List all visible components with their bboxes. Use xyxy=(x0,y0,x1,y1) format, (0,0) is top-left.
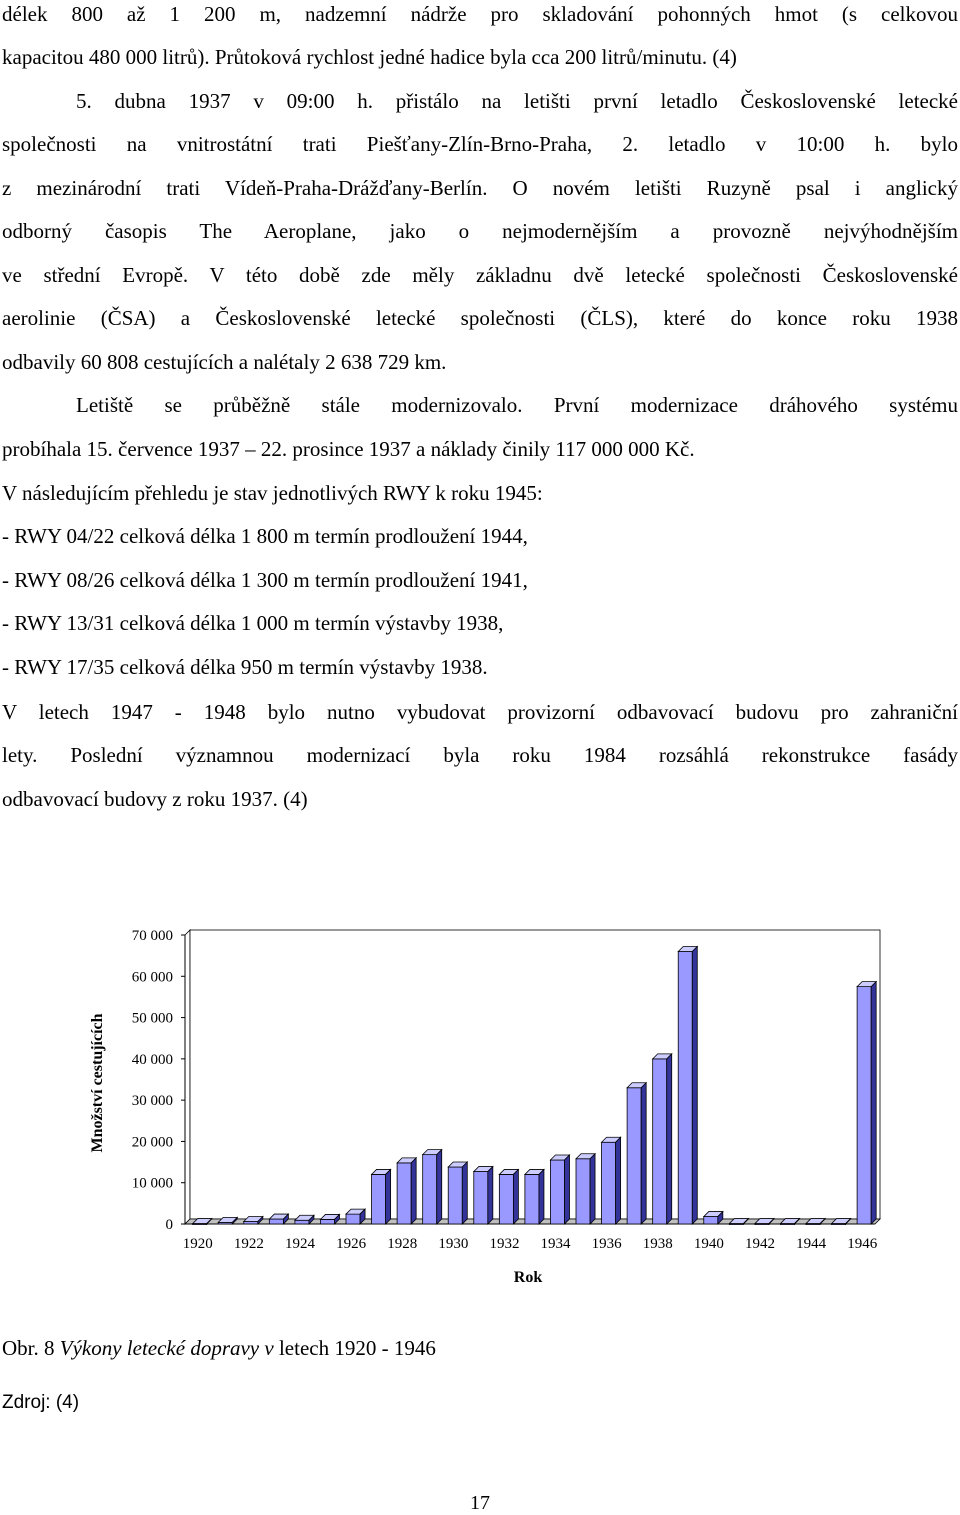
text-line: 5. dubna 1937 v 09:00 h. přistálo na letišti první letadlo Československé letecké xyxy=(76,89,958,113)
text-line: V letech 1947 - 1948 bylo nutno vybudovat provizorní odbavovací budovu pro zahraniční xyxy=(2,700,958,724)
bar-side xyxy=(411,1158,416,1224)
bar xyxy=(857,987,871,1224)
x-tick-label: 1938 xyxy=(642,1236,673,1252)
bar xyxy=(525,1174,539,1224)
page-number: 17 xyxy=(470,1492,490,1514)
passenger-bar-chart xyxy=(0,920,960,1300)
text-line: odborný časopis The Aeroplane, jako o nejmodernějším a provozně nejvýhodnějším xyxy=(2,219,958,243)
x-tick-label: 1932 xyxy=(489,1236,520,1252)
x-tick-label: 1942 xyxy=(745,1236,775,1252)
bar xyxy=(653,1059,667,1224)
x-tick-label: 1936 xyxy=(591,1236,622,1252)
bar-side xyxy=(590,1154,595,1224)
list-item: - RWY 04/22 celková délka 1 800 m termín prodloužení 1944, xyxy=(2,524,528,548)
bar xyxy=(423,1155,437,1224)
caption-italic: Výkony letecké dopravy v xyxy=(59,1336,274,1360)
bar xyxy=(448,1167,462,1224)
bar xyxy=(576,1159,590,1224)
x-tick-label: 1946 xyxy=(847,1236,878,1252)
figure-caption xyxy=(2,1336,436,1360)
bar-side xyxy=(513,1169,518,1224)
y-tick-label: 20 000 xyxy=(131,1134,173,1151)
bar xyxy=(346,1214,360,1224)
text-line: probíhala 15. července 1937 – 22. prosince 1937 a náklady činily 117 000 000 Kč. xyxy=(2,437,695,461)
bar-side xyxy=(692,947,697,1224)
text-line: kapacitou 480 000 litrů). Průtoková rychlost jedné hadice byla cca 200 litrů/minutu. (4) xyxy=(2,45,737,69)
text-line: délek 800 až 1 200 m, nadzemní nádrže pro skladování pohonných hmot (s celkovou xyxy=(2,2,958,26)
text-line: lety. Poslední významnou modernizací byla roku 1984 rozsáhlá rekonstrukce fasády xyxy=(2,743,958,767)
bar-side xyxy=(462,1162,467,1224)
y-tick-label: 30 000 xyxy=(131,1093,173,1110)
source-note: Zdroj: (4) xyxy=(2,1392,80,1413)
y-tick-label: 10 000 xyxy=(131,1175,173,1192)
chart-side-wall xyxy=(185,930,190,1224)
bar xyxy=(295,1220,309,1224)
text-line: ve střední Evropě. V této době zde měly základnu dvě letecké společnosti Československé xyxy=(2,263,958,287)
caption-prefix: Obr. 8 xyxy=(2,1336,60,1360)
text-line: společnosti na vnitrostátní trati Piešťany-Zlín-Brno-Praha, 2. letadlo v 10:00 h. bylo xyxy=(2,132,958,156)
x-tick-label: 1928 xyxy=(387,1236,418,1252)
x-axis-label: Rok xyxy=(513,1269,543,1286)
y-axis-label: Množství cestujících xyxy=(89,1013,106,1153)
bar xyxy=(269,1219,283,1224)
x-tick-label: 1920 xyxy=(182,1236,213,1252)
bar-side xyxy=(641,1083,646,1224)
text-line: odbavily 60 808 cestujících a nalétaly 2 638 729 km. xyxy=(2,350,447,374)
text-line: aerolinie (ČSA) a Československé letecké společnosti (ČLS), které do konce roku 1938 xyxy=(2,306,958,330)
bar xyxy=(397,1163,411,1224)
list-item: - RWY 13/31 celková délka 1 000 m termín výstavby 1938, xyxy=(2,611,504,635)
bar xyxy=(550,1160,564,1224)
list-item: - RWY 08/26 celková délka 1 300 m termín prodloužení 1941, xyxy=(2,568,528,592)
bar xyxy=(499,1174,513,1224)
x-tick-label: 1926 xyxy=(336,1236,367,1252)
y-tick-label: 0 xyxy=(165,1217,173,1233)
y-tick-label: 60 000 xyxy=(131,969,173,986)
y-tick-label: 50 000 xyxy=(131,1010,173,1027)
bar xyxy=(627,1088,641,1224)
bar xyxy=(372,1174,386,1224)
text-line: Letiště se průběžně stále modernizovalo. První modernizace dráhového systému xyxy=(76,393,958,417)
bar-side xyxy=(539,1169,544,1224)
text-line: z mezinárodní trati Vídeň-Praha-Drážďany-Berlín. O novém letišti Ruzyně psal i anglický xyxy=(2,176,958,200)
bar xyxy=(704,1217,718,1224)
list-item: - RWY 17/35 celková délka 950 m termín výstavby 1938. xyxy=(2,655,488,679)
bar-side xyxy=(437,1150,442,1224)
bar xyxy=(320,1219,334,1224)
text-line: odbavovací budovy z roku 1937. (4) xyxy=(2,787,308,811)
text-line: V následujícím přehledu je stav jednotlivých RWY k roku 1945: xyxy=(2,481,543,505)
x-tick-label: 1922 xyxy=(233,1236,264,1252)
bar-side xyxy=(871,982,876,1224)
x-tick-label: 1944 xyxy=(796,1236,827,1252)
bar xyxy=(474,1172,488,1224)
y-tick-label: 70 000 xyxy=(131,928,173,944)
x-tick-label: 1934 xyxy=(540,1236,571,1252)
bar xyxy=(602,1142,616,1224)
bar-side xyxy=(386,1169,391,1224)
y-tick-label: 40 000 xyxy=(131,1051,173,1068)
bar-side xyxy=(565,1155,570,1224)
bar xyxy=(678,952,692,1224)
x-tick-label: 1930 xyxy=(438,1236,469,1252)
bar-side xyxy=(616,1137,621,1224)
x-tick-label: 1924 xyxy=(285,1236,315,1252)
bar-side xyxy=(667,1054,672,1224)
caption-suffix: letech 1920 - 1946 xyxy=(273,1336,436,1360)
bar-side xyxy=(488,1167,493,1224)
x-tick-label: 1940 xyxy=(693,1236,724,1252)
